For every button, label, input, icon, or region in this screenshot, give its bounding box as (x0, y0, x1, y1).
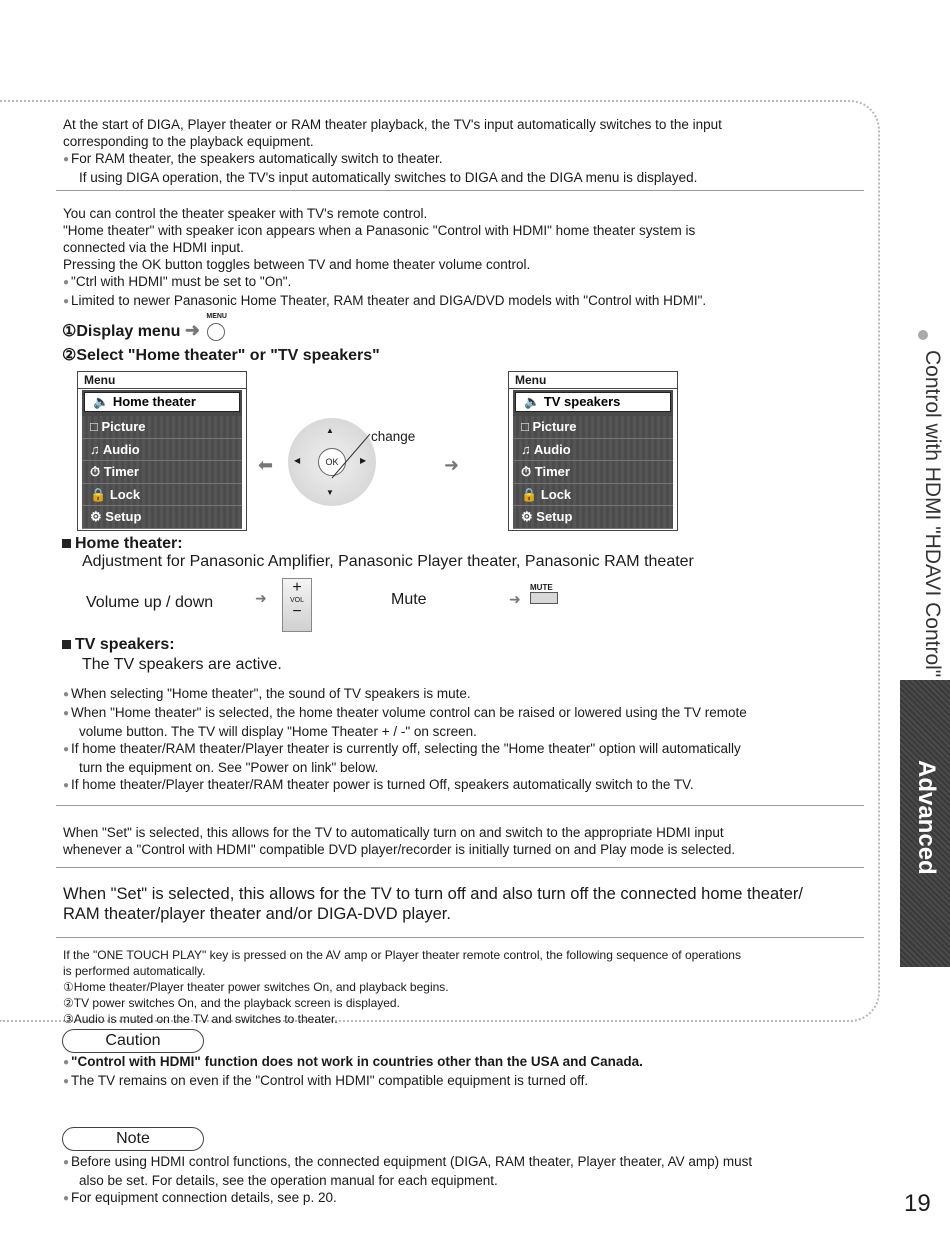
one-touch-play-text (63, 947, 868, 1027)
step-1-label: ①Display menu (62, 323, 181, 340)
menu-item-timer[interactable]: ⏱ Timer (513, 461, 673, 484)
menu-item-audio[interactable]: ♫ Audio (82, 439, 242, 462)
power-off-line: RAM theater/player theater and/or DIGA-DVD player. (63, 905, 451, 923)
menu-item-label: Picture (532, 419, 577, 434)
speaker-text: Pressing the OK button toggles between TV and home theater volume control. (63, 257, 531, 272)
speaker-text: connected via the HDMI input. (63, 240, 244, 255)
caution-bullet: ● The TV remains on even if the "Control with HDMI" compatible equipment is turned off. (63, 1072, 873, 1091)
note-label: Note (62, 1127, 204, 1151)
page-number: 19 (904, 1190, 931, 1217)
arrow-right-icon: ➜ (444, 455, 460, 475)
menu-title: Menu (78, 372, 246, 389)
menu-item-home-theater[interactable]: 🔈 Home theater (84, 392, 240, 412)
minus-icon: − (292, 603, 302, 620)
menu-item-lock[interactable]: 🔒 Lock (513, 484, 673, 507)
playback-bullet-cont: If using DIGA operation, the TV's input automatically switches to DIGA and the DIGA menu is displayed. (79, 170, 698, 185)
caution-label: Caution (62, 1029, 204, 1053)
note-bullet-cont: turn the equipment on. See "Power on link" below. (79, 760, 379, 775)
home-theater-desc: Adjustment for Panasonic Amplifier, Panasonic Player theater, Panasonic RAM theater (82, 553, 694, 570)
tv-speakers-desc: The TV speakers are active. (82, 656, 282, 673)
ok-button-icon: OK (318, 448, 346, 476)
volume-label: Volume up / down (86, 594, 214, 611)
right-arrow-icon: ▶ (360, 456, 367, 465)
arrow-right-icon: ➜ (509, 591, 521, 607)
speaker-bullet: ● Limited to newer Panasonic Home Theater, RAM theater and DIGA/DVD models with "Control with HDMI". (63, 292, 863, 311)
note-bullet: ● If home theater/Player theater/RAM theater power is turned Off, speakers automatically switch to the TV. (63, 776, 868, 795)
speaker-text: "Home theater" with speaker icon appears when a Panasonic "Control with HDMI" home theater system is (63, 223, 696, 238)
arrow-right-icon: ➜ (255, 590, 267, 606)
menu-home-theater (77, 371, 247, 531)
up-arrow-icon: ▲ (326, 426, 334, 435)
menu-item-audio[interactable]: ♫ Audio (513, 439, 673, 462)
menu-item-label: Setup (536, 509, 573, 524)
divider (56, 937, 864, 938)
section-bullet-icon (918, 330, 928, 340)
one-touch-step: ②TV power switches On, and the playback screen is displayed. (63, 996, 400, 1010)
power-on-line: When "Set" is selected, this allows for the TV to automatically turn on and switch to the appropriate HDMI input (63, 825, 724, 840)
left-arrow-icon: ◀ (294, 456, 301, 465)
down-arrow-icon: ▼ (326, 488, 334, 497)
power-off-link-text (63, 884, 868, 924)
playback-text: At the start of DIGA, Player theater or RAM theater playback, the TV's input automatically switches to the input (63, 117, 722, 132)
note-bullet: ● When selecting "Home theater", the sound of TV speakers is mute. (63, 685, 868, 704)
menu-item-label: Home theater (112, 394, 196, 409)
playback-bullet: ● For RAM theater, the speakers automatically switch to theater. (63, 150, 863, 169)
side-tab-advanced (900, 680, 950, 967)
note-bullet: ● If home theater/RAM theater/Player theater is currently off, selecting the "Home theater" option will automatically (63, 740, 868, 759)
divider (56, 867, 864, 868)
divider (56, 805, 864, 806)
speaker-info (63, 205, 863, 311)
note-bullet-cont: also be set. For details, see the operation manual for each equipment. (79, 1173, 498, 1188)
step-select: ②Select "Home theater" or "TV speakers" (62, 347, 380, 364)
menu-list (82, 390, 242, 526)
vol-key-label: VOL (289, 597, 304, 604)
note-bullet: ● Before using HDMI control functions, the connected equipment (DIGA, RAM theater, Player theater, AV amp) must (63, 1153, 883, 1172)
divider (56, 190, 864, 191)
one-touch-line: If the "ONE TOUCH PLAY" key is pressed on the AV amp or Player theater remote control, the following sequence of operations (63, 948, 741, 962)
menu-item-label: Lock (109, 486, 141, 502)
speaker-notes (63, 685, 868, 795)
one-touch-line: is performed automatically. (63, 964, 206, 978)
volume-button-icon (282, 578, 312, 632)
mute-key-shape (530, 592, 558, 604)
step-display-menu (62, 312, 227, 341)
mute-button-icon (530, 583, 558, 604)
note-text (63, 1153, 883, 1208)
arrow-left-icon: ⬅ (258, 455, 274, 475)
home-theater-heading: Home theater: (62, 535, 183, 553)
menu-item-label: Lock (540, 486, 572, 502)
arrow-right-icon: ➜ (184, 320, 200, 340)
menu-item-label: TV speakers (543, 394, 621, 409)
speaker-bullet: ● "Ctrl with HDMI" must be set to "On". (63, 273, 863, 292)
menu-item-label: Picture (101, 419, 146, 434)
playback-info (63, 116, 863, 186)
menu-button-icon (206, 312, 227, 341)
tv-speakers-heading: TV speakers: (62, 636, 175, 654)
power-on-line: whenever a "Control with HDMI" compatible DVD player/recorder is initially turned on and Play mode is selected. (63, 842, 736, 857)
menu-item-setup[interactable]: ⚙ Setup (513, 506, 673, 529)
change-label: change (371, 429, 416, 444)
note-bullet-cont: volume button. The TV will display "Home Theater + / -" on screen. (79, 724, 477, 739)
mute-key-label: MUTE (530, 583, 553, 592)
one-touch-step: ③Audio is muted on the TV and switches to theater. (63, 1012, 338, 1026)
playback-text-cont: corresponding to the playback equipment. (63, 134, 314, 149)
mute-label: Mute (391, 591, 427, 608)
change-pointer-line (330, 430, 375, 480)
caution-bullet: ● "Control with HDMI" function does not work in countries other than the USA and Canada. (63, 1053, 873, 1072)
menu-item-picture[interactable]: □ Picture (82, 416, 242, 439)
menu-item-label: Setup (105, 509, 142, 524)
menu-item-label: Audio (102, 441, 140, 457)
menu-list (513, 390, 673, 526)
menu-item-tv-speakers[interactable]: 🔈 TV speakers (515, 392, 671, 412)
plus-icon: + (292, 579, 302, 596)
one-touch-step: ①Home theater/Player theater power switches On, and playback begins. (63, 980, 449, 994)
menu-item-timer[interactable]: ⏱ Timer (82, 461, 242, 484)
menu-key-label: MENU (206, 312, 227, 320)
note-bullet: ● For equipment connection details, see p. 20. (63, 1189, 883, 1208)
power-on-link-text (63, 824, 868, 858)
speaker-text: You can control the theater speaker with TV's remote control. (63, 206, 428, 221)
menu-item-label: Audio (533, 441, 571, 457)
side-tab-label: Advanced (913, 760, 940, 875)
menu-item-picture[interactable]: □ Picture (513, 416, 673, 439)
menu-item-label: Timer (103, 464, 139, 479)
note-bullet: ● When "Home theater" is selected, the home theater volume control can be raised or lowered using the TV remote (63, 704, 868, 723)
menu-item-setup[interactable]: ⚙ Setup (82, 506, 242, 529)
menu-title: Menu (509, 372, 677, 389)
power-off-line: When "Set" is selected, this allows for the TV to turn off and also turn off the connected home theater/ (63, 885, 803, 903)
menu-item-label: Timer (534, 464, 570, 479)
menu-item-lock[interactable]: 🔒 Lock (82, 484, 242, 507)
menu-tv-speakers (508, 371, 678, 531)
side-section-title: Control with HDMI "HDAVI Control" (921, 350, 944, 678)
caution-text (63, 1053, 873, 1091)
